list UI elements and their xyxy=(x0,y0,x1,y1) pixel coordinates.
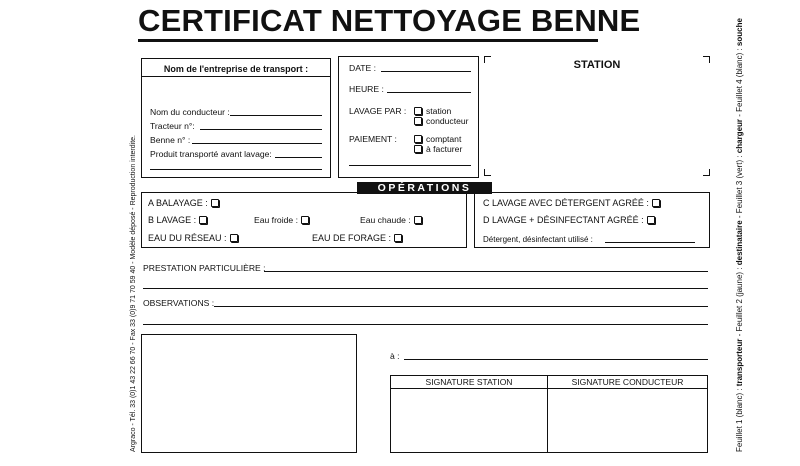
station-stamp-area xyxy=(484,56,710,176)
tractor-number-label: Tracteur n°: xyxy=(150,121,195,131)
washing-option[interactable] xyxy=(148,215,207,226)
driver-option-label: conducteur xyxy=(426,116,469,126)
sheet2-recipient: destinataire xyxy=(735,220,744,266)
place-label: à : xyxy=(390,351,400,361)
cold-water-option[interactable] xyxy=(254,215,309,226)
driver-signature-header: SIGNATURE CONDUCTEUR xyxy=(571,377,684,387)
disinfectant-wash-label: D LAVAGE + DÉSINFECTANT AGRÉÉ : xyxy=(483,215,644,225)
cold-water-checkbox[interactable] xyxy=(301,216,309,224)
product-used-label: Détergent, désinfectant utilisé : xyxy=(483,235,593,244)
cold-water-label: Eau froide : xyxy=(254,215,298,225)
hot-water-checkbox[interactable] xyxy=(414,216,422,224)
transport-company-box xyxy=(141,58,331,178)
tractor-number-field[interactable] xyxy=(200,129,322,130)
sweeping-label: A BALAYAGE : xyxy=(148,198,208,208)
sheet4-recipient: souche xyxy=(735,18,744,47)
trailer-number-label: Benne n° : xyxy=(150,135,191,145)
sheet-copies-margin-text xyxy=(735,18,744,452)
transport-company-header: Nom de l'entreprise de transport : xyxy=(163,64,309,74)
detergent-wash-label: C LAVAGE AVEC DÉTERGENT AGRÉÉ : xyxy=(483,198,649,208)
hot-water-label: Eau chaude : xyxy=(360,215,411,225)
observations-field[interactable] xyxy=(214,306,708,307)
sheet1-recipient: transporteur xyxy=(735,338,744,387)
time-field[interactable] xyxy=(387,92,471,93)
detergent-wash-option[interactable] xyxy=(483,198,660,209)
date-box-extra-line[interactable] xyxy=(349,165,471,166)
washed-by-driver-option[interactable] xyxy=(414,116,469,127)
mains-water-label: EAU DU RÉSEAU : xyxy=(148,233,227,243)
borehole-water-option[interactable] xyxy=(312,233,402,244)
signature-table xyxy=(390,375,708,453)
product-used-field[interactable] xyxy=(605,242,695,243)
date-field[interactable] xyxy=(381,71,471,72)
sheet3-label: - Feuillet 3 (vert) : xyxy=(735,153,744,221)
station-signature-area[interactable] xyxy=(391,389,546,452)
sweeping-checkbox[interactable] xyxy=(211,199,219,207)
sweeping-option[interactable] xyxy=(148,198,219,209)
payment-label: PAIEMENT : xyxy=(349,134,397,144)
driver-checkbox[interactable] xyxy=(414,117,422,125)
operations-right-box xyxy=(474,192,710,248)
sheet2-label: - Feuillet 2 (jaune) : xyxy=(735,265,744,339)
invoice-checkbox[interactable] xyxy=(414,145,422,153)
mains-water-checkbox[interactable] xyxy=(230,234,238,242)
washed-by-label: LAVAGE PAR : xyxy=(349,106,407,116)
special-service-field-2[interactable] xyxy=(143,288,708,289)
operations-header: OPÉRATIONS xyxy=(357,182,492,194)
washing-checkbox[interactable] xyxy=(199,216,207,224)
stamp-box[interactable] xyxy=(141,334,357,453)
cash-option-label: comptant xyxy=(426,134,462,144)
washing-label: B LAVAGE : xyxy=(148,215,197,225)
special-service-label: PRESTATION PARTICULIÈRE : xyxy=(143,263,266,273)
cash-checkbox[interactable] xyxy=(414,135,422,143)
disinfectant-wash-checkbox[interactable] xyxy=(647,216,655,224)
previous-product-field[interactable] xyxy=(275,157,322,158)
driver-signature-area[interactable] xyxy=(548,389,707,452)
borehole-water-label: EAU DE FORAGE : xyxy=(312,233,392,243)
date-payment-box xyxy=(338,56,479,178)
station-label: STATION xyxy=(573,59,621,71)
payment-invoice-option[interactable] xyxy=(414,144,462,155)
sheet3-recipient: chargeur xyxy=(735,118,744,154)
previous-product-field-2[interactable] xyxy=(150,169,322,170)
driver-name-field[interactable] xyxy=(230,115,322,116)
hot-water-option[interactable] xyxy=(360,215,422,226)
time-label: HEURE : xyxy=(349,84,384,94)
driver-name-label: Nom du conducteur : xyxy=(150,107,230,117)
observations-label: OBSERVATIONS : xyxy=(143,298,215,308)
special-service-field[interactable] xyxy=(264,271,708,272)
date-label: DATE : xyxy=(349,63,377,73)
mains-water-option[interactable] xyxy=(148,233,238,244)
publisher-margin-text: Argraco - Tél. 33 (0)1 43 22 66 70 - Fax 33 (0)9 71 70 59 40 - Modèle déposé - Reproduction interdite. xyxy=(130,135,137,452)
borehole-water-checkbox[interactable] xyxy=(394,234,402,242)
invoice-option-label: à facturer xyxy=(426,144,463,154)
station-signature-header: SIGNATURE STATION xyxy=(425,377,513,387)
detergent-wash-checkbox[interactable] xyxy=(652,199,660,207)
place-field[interactable] xyxy=(404,359,708,360)
station-checkbox[interactable] xyxy=(414,107,422,115)
disinfectant-wash-option[interactable] xyxy=(483,215,655,226)
station-option-label: station xyxy=(426,106,452,116)
page-title: CERTIFICAT NETTOYAGE BENNE xyxy=(138,4,598,42)
operations-left-box xyxy=(141,192,467,248)
sheet1-label: Feuillet 1 (blanc) : xyxy=(735,386,744,452)
sheet4-label: - Feuillet 4 (blanc) : xyxy=(735,46,744,119)
previous-product-label: Produit transporté avant lavage: xyxy=(150,149,272,159)
observations-field-2[interactable] xyxy=(143,324,708,325)
trailer-number-field[interactable] xyxy=(192,143,322,144)
